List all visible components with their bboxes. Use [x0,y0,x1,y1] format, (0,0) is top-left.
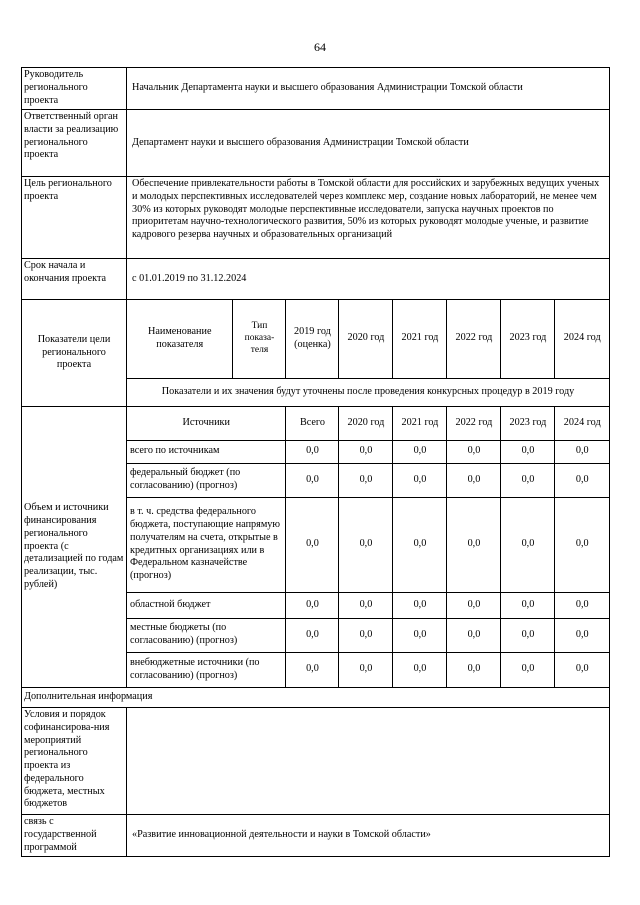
row-cofinancing [22,708,610,815]
page-number: 64 [314,40,326,54]
authority-value: Департамент науки и высшего образования Администрации Томской области [127,110,610,177]
fin-value: 0,0 [286,440,339,463]
indicators-table [127,300,609,406]
fin-header-2023: 2023 год [501,407,555,440]
fin-value: 0,0 [447,463,501,497]
cofinancing-label: Условия и порядок софинансирова-ния мероприятий регионального проекта из федерального бюджета, местных бюджетов [22,708,127,815]
table-row [127,652,609,687]
row-additional [22,688,610,708]
leader-value: Начальник Департамента науки и высшего образования Администрации Томской области [127,68,610,110]
fin-value: 0,0 [447,618,501,652]
fin-source: областной бюджет [127,592,286,618]
fin-source: федеральный бюджет (по согласованию) (прогноз) [127,463,286,497]
fin-value: 0,0 [501,497,555,592]
table-row [127,463,609,497]
fin-value: 0,0 [501,652,555,687]
fin-value: 0,0 [339,652,393,687]
fin-value: 0,0 [447,652,501,687]
fin-header-2024: 2024 год [555,407,609,440]
fin-header-2021: 2021 год [393,407,447,440]
row-leader [22,68,610,110]
row-authority [22,110,610,177]
fin-value: 0,0 [393,497,447,592]
fin-value: 0,0 [501,618,555,652]
ind-header-type: Тип показа-теля [233,300,286,378]
fin-header-2022: 2022 год [447,407,501,440]
fin-value: 0,0 [555,463,609,497]
program-label: связь с государственной программой [22,815,127,857]
fin-value: 0,0 [286,463,339,497]
fin-value: 0,0 [555,652,609,687]
fin-value: 0,0 [501,440,555,463]
fin-value: 0,0 [339,497,393,592]
fin-source: в т. ч. средства федерального бюджета, поступающие напрямую получателям на счета, открытые в кредитных организациях или в Федеральном казначействе (прогноз) [127,497,286,592]
row-financing [22,407,610,688]
fin-value: 0,0 [339,618,393,652]
table-row [127,440,609,463]
passport-table [21,67,610,857]
ind-header-2022: 2022 год [447,300,501,378]
authority-label: Ответственный орган власти за реализацию регионального проекта [22,110,127,177]
row-indicators [22,300,610,407]
fin-value: 0,0 [555,592,609,618]
row-period [22,259,610,300]
fin-value: 0,0 [286,618,339,652]
fin-header-sources: Источники [127,407,286,440]
fin-value: 0,0 [286,497,339,592]
fin-value: 0,0 [286,652,339,687]
fin-value: 0,0 [447,497,501,592]
fin-value: 0,0 [393,463,447,497]
row-program [22,815,610,857]
fin-value: 0,0 [339,592,393,618]
indicators-label: Показатели цели регионального проекта [22,300,127,407]
cofinancing-value [127,708,610,815]
ind-header-2024: 2024 год [555,300,609,378]
period-label: Срок начала и окончания проекта [22,259,127,300]
goal-label: Цель регионального проекта [22,177,127,259]
period-value: с 01.01.2019 по 31.12.2024 [127,259,610,300]
table-row [127,618,609,652]
indicators-note: Показатели и их значения будут уточнены после проведения конкурсных процедур в 2019 году [127,378,609,406]
goal-value: Обеспечение привлекательности работы в Томской области для российских и зарубежных ведущих ученых и молодых перспективных исследователей через комплекс мер, создание новых лабораторий, не менее чем 30% из которых руководят молодые перспективные исследователи, запуска научных проектов по приоритетам научно-технологического развития, 50% из которых руководят молодые ученые, и развитие кадрового резерва научных и образовательных организаций [127,177,610,259]
fin-source: местные бюджеты (по согласованию) (прогноз) [127,618,286,652]
fin-value: 0,0 [555,497,609,592]
fin-value: 0,0 [393,652,447,687]
ind-header-2021: 2021 год [393,300,447,378]
fin-value: 0,0 [501,592,555,618]
fin-source: внебюджетные источники (по согласованию) (прогноз) [127,652,286,687]
fin-value: 0,0 [393,440,447,463]
fin-value: 0,0 [555,440,609,463]
fin-header-2020: 2020 год [339,407,393,440]
fin-value: 0,0 [501,463,555,497]
fin-source: всего по источникам [127,440,286,463]
fin-value: 0,0 [339,440,393,463]
ind-header-2023: 2023 год [501,300,555,378]
additional-info-heading: Дополнительная информация [22,688,610,708]
ind-header-name: Наименование показателя [127,300,233,378]
ind-header-2020: 2020 год [339,300,393,378]
fin-value: 0,0 [339,463,393,497]
table-row [127,592,609,618]
table-row [127,497,609,592]
row-goal [22,177,610,259]
leader-label: Руководитель регионального проекта [22,68,127,110]
fin-value: 0,0 [447,592,501,618]
financing-table [127,407,609,687]
fin-header-total: Всего [286,407,339,440]
financing-label: Объем и источники финансирования регионального проекта (с детализацией по годам реализации, тыс. рублей) [22,407,127,688]
fin-value: 0,0 [286,592,339,618]
ind-header-2019: 2019 год (оценка) [286,300,339,378]
program-value: «Развитие инновационной деятельности и науки в Томской области» [127,815,610,857]
fin-value: 0,0 [555,618,609,652]
fin-value: 0,0 [447,440,501,463]
fin-value: 0,0 [393,592,447,618]
fin-value: 0,0 [393,618,447,652]
